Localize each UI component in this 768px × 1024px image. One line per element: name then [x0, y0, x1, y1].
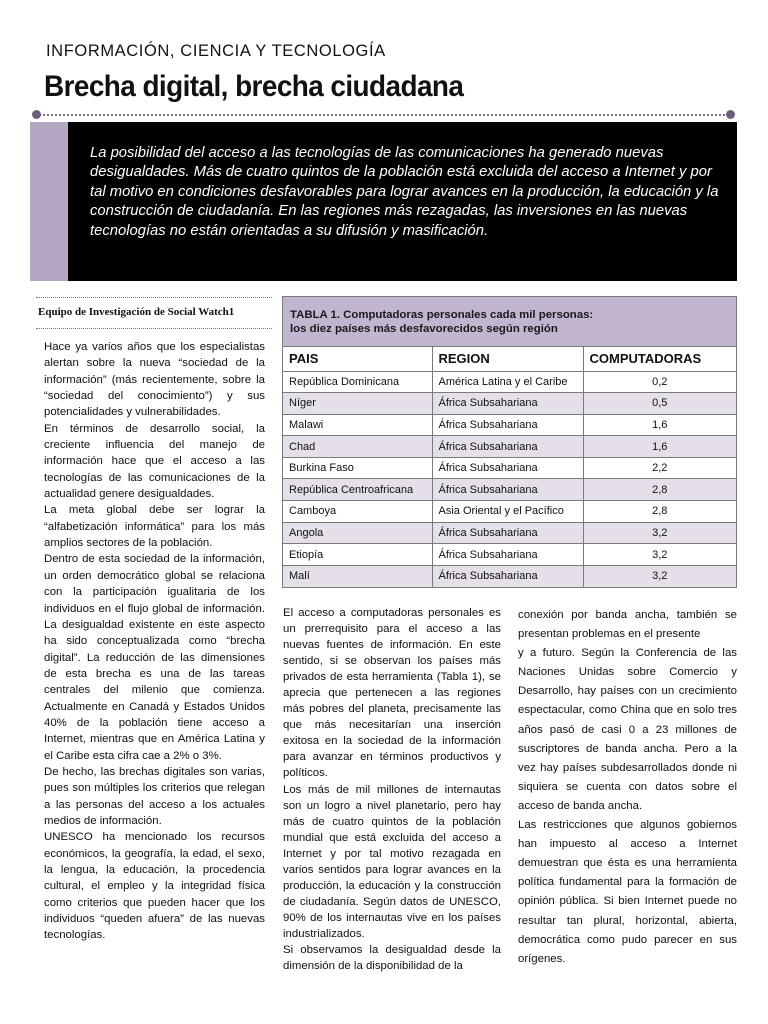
author-byline: Equipo de Investigación de Social Watch1 — [38, 306, 235, 318]
cell-region: África Subsahariana — [432, 479, 583, 501]
cell-region: África Subsahariana — [432, 565, 583, 587]
cell-country: Malí — [283, 565, 432, 587]
cell-country: República Centroafricana — [283, 479, 432, 501]
table-row — [283, 393, 736, 415]
cell-region: África Subsahariana — [432, 544, 583, 566]
cell-computers: 1,6 — [583, 436, 736, 458]
paragraph: La meta global debe ser lograr la “alfabetización informática” para los más amplios sectores de la población. — [44, 504, 265, 550]
column-header-region: REGION — [432, 347, 583, 371]
paragraph: Si observamos la desigualdad desde la dimensión de la disponibilidad de la — [283, 943, 501, 973]
cell-computers: 2,2 — [583, 457, 736, 479]
cell-computers: 3,2 — [583, 544, 736, 566]
table-row — [283, 371, 736, 393]
cell-computers: 0,5 — [583, 393, 736, 415]
author-divider-top — [36, 297, 272, 298]
divider-dot-left — [32, 110, 41, 119]
table-caption-line: TABLA 1. Computadoras personales cada mil personas: — [290, 309, 594, 321]
intro-accent-bar — [30, 122, 68, 281]
divider-dot-right — [726, 110, 735, 119]
cell-region: África Subsahariana — [432, 522, 583, 544]
paragraph: Los más de mil millones de internautas son un logro a nivel planetario, pero hay más de cuatro quintos de la población mundial que está excluida del acceso a Internet y por tal motivo rezagada en varios sentidos para lograr avances en la producción, la educación y la construcción de ciudadanía. Según datos de UNESCO, 90% de los internautas vive en los países industrializados. — [283, 783, 501, 940]
table-row — [283, 522, 736, 544]
computers-table — [282, 296, 737, 588]
cell-country: Etiopía — [283, 544, 432, 566]
cell-region: África Subsahariana — [432, 457, 583, 479]
cell-country: Malawi — [283, 414, 432, 436]
cell-computers: 3,2 — [583, 565, 736, 587]
cell-region: África Subsahariana — [432, 414, 583, 436]
left-column — [44, 339, 265, 944]
cell-region: América Latina y el Caribe — [432, 371, 583, 393]
paragraph: conexión por banda ancha, también se presentan problemas en el presente — [518, 609, 737, 641]
table-row — [283, 501, 736, 523]
title-divider — [36, 114, 732, 116]
paragraph: Dentro de esta sociedad de la información, un orden democrático global se relaciona con la participación igualitaria de los individuos en el flujo global de información. La desigualdad existente en este aspecto ha sido conceptualizada como “brecha digital”. La reducción de las dimensiones de esta brecha es una de las tareas centrales del milenio que comienza. Actualmente en Canadá y Estados Unidos 40% de la población tiene acceso a Internet, mientras que en América Latina y el Caribe esta cifra cae a 2% o 3%. — [44, 553, 265, 762]
table-row — [283, 565, 736, 587]
table-row — [283, 479, 736, 501]
cell-country: República Dominicana — [283, 371, 432, 393]
table-row — [283, 457, 736, 479]
cell-region: África Subsahariana — [432, 393, 583, 415]
cell-country: Angola — [283, 522, 432, 544]
paragraph: y a futuro. Según la Conferencia de las Naciones Unidas sobre Comercio y Desarrollo, hay países con un crecimiento espectacular, como China que en solo tres años pasó de casi 0 a 23 millones de suscriptores de banda ancha. Pero a la vez hay países subdesarrollados donde ni siquiera se cuenta con datos sobre el acceso de banda ancha. — [518, 647, 737, 812]
table-caption-line: los diez países más desfavorecidos según región — [290, 323, 558, 336]
middle-column — [283, 605, 501, 974]
column-header-pais: PAIS — [283, 347, 432, 371]
cell-country: Níger — [283, 393, 432, 415]
cell-computers: 2,8 — [583, 501, 736, 523]
section-label: INFORMACIÓN, CIENCIA Y TECNOLOGÍA — [46, 42, 386, 60]
cell-computers: 1,6 — [583, 414, 736, 436]
paragraph: En términos de desarrollo social, la creciente influencia del manejo de información hace que el acceso a las tecnologías de las comunicaciones de la actualidad genere desigualdades. — [44, 422, 265, 501]
cell-computers: 0,2 — [583, 371, 736, 393]
table-grid — [283, 347, 736, 587]
intro-box — [68, 122, 737, 281]
cell-country: Camboya — [283, 501, 432, 523]
paragraph: UNESCO ha mencionado los recursos económicos, la geografía, la edad, el sexo, la lengua, la educación, la procedencia cultural, el empleo y la integridad física como criterios que pueden hacer que los individuos “queden afuera” de las nuevas tecnologías. — [44, 831, 265, 942]
cell-region: Asia Oriental y el Pacífico — [432, 501, 583, 523]
cell-country: Chad — [283, 436, 432, 458]
cell-computers: 3,2 — [583, 522, 736, 544]
paragraph: Las restricciones que algunos gobiernos han impuesto al acceso a Internet demuestran que ésta es una herramienta política fundamental para la formación de opinión pública. Si bien Internet puede no resultar tan plural, horizontal, abierta, democrática como pudo parecer en sus orígenes. — [518, 819, 737, 965]
table-caption — [283, 297, 736, 347]
author-divider-bottom — [36, 328, 272, 329]
cell-country: Burkina Faso — [283, 457, 432, 479]
column-header-computadoras: COMPUTADORAS — [583, 347, 736, 371]
paragraph: El acceso a computadoras personales es un prerrequisito para el acceso a las nuevas fuentes de información. En este sentido, si se observan los países más privados de esta herramienta (Tabla 1), se aprecia que pertenecen a las regiones más pobres del planeta, precisamente las que más necesitarían una inserción exitosa en la sociedad de la información para avanzar en términos productivos y políticos. — [283, 607, 501, 780]
right-column — [518, 606, 737, 969]
intro-text: La posibilidad del acceso a las tecnologías de las comunicaciones ha generado nuevas desigualdades. Más de cuatro quintos de la población está excluida del acceso a Internet y por tal motivo en condiciones desfavorables para lograr avances en la producción, la educación y la construcción de ciudadanía. En las regiones más rezagadas, las inversiones en las nuevas tecnologías no están orientadas a su difusión y masificación. — [90, 145, 719, 239]
page-title: Brecha digital, brecha ciudadana — [44, 70, 464, 103]
paragraph: De hecho, las brechas digitales son varias, pues son múltiples los criterios que relegan a las personas del acceso a los actuales medios de información. — [44, 765, 265, 827]
table-row — [283, 544, 736, 566]
paragraph: Hace ya varios años que los especialistas alertan sobre la nueva “sociedad de la información” (más recientemente, sobre la “sociedad del conocimiento”) y sus potencialidades y vulnerabilidades. — [44, 341, 265, 419]
cell-region: África Subsahariana — [432, 436, 583, 458]
table-header-row — [283, 347, 736, 371]
table-row — [283, 414, 736, 436]
cell-computers: 2,8 — [583, 479, 736, 501]
table-row — [283, 436, 736, 458]
